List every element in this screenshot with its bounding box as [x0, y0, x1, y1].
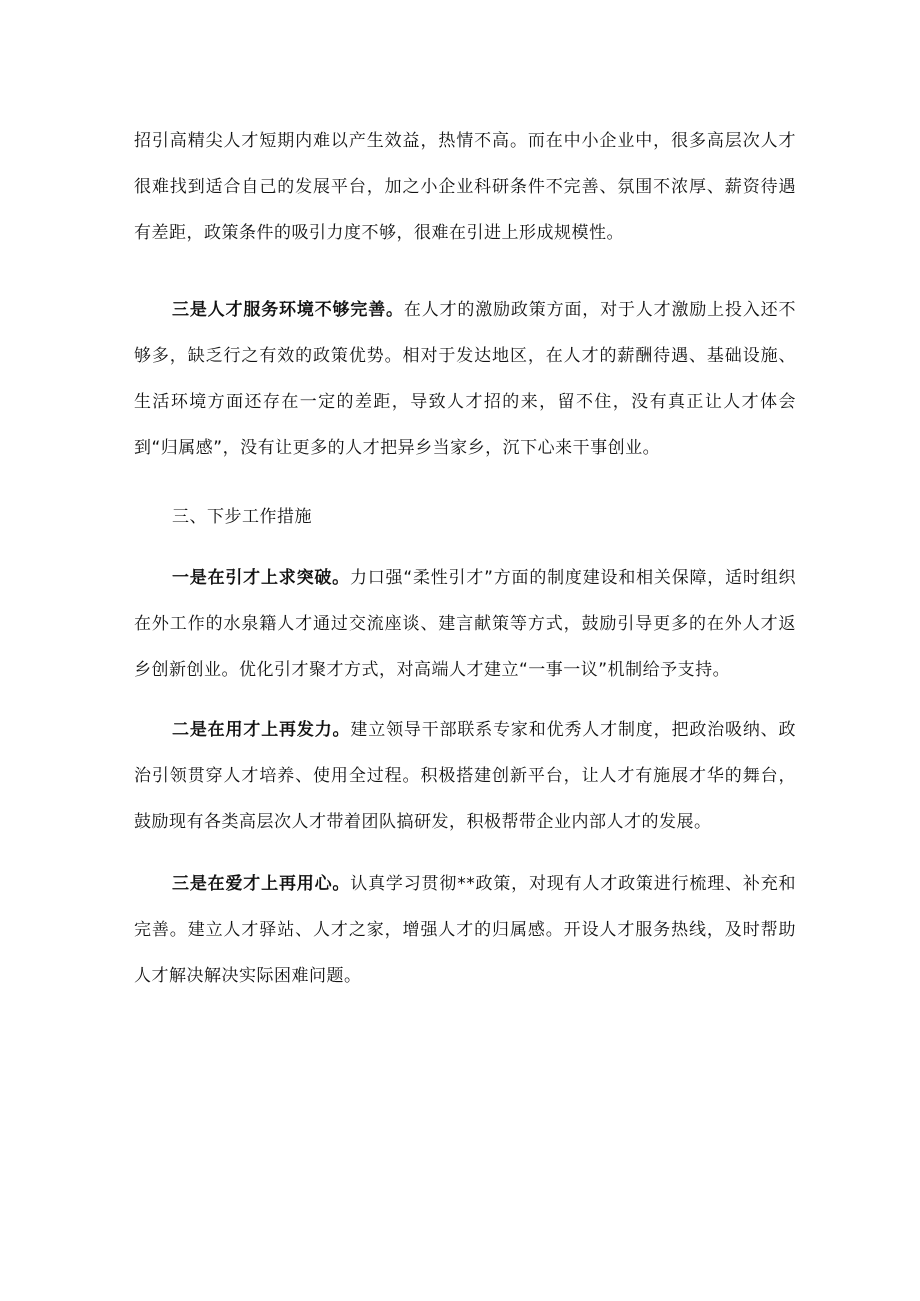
section-heading: 三、下步工作措施 [172, 507, 312, 527]
paragraph-lead: 一是在引才上求突破。 [172, 568, 350, 588]
paragraph-text: 建立领导干部联系专家和优秀人才制度，把政治吸纳、政治引领贯穿人才培养、使用全过程。积极搭建创新平台，让人才有施展才华的舞台，鼓励现有各类高层次人才带着团队搞研发，积极帮带企业内部人才的发展。 [134, 720, 797, 832]
paragraph-talent-care [134, 861, 796, 999]
paragraph-lead: 二是在用才上再发力。 [172, 720, 351, 740]
paragraph-talent-introduction [134, 555, 796, 693]
paragraph-talent-attraction-issues [134, 118, 796, 256]
paragraph-talent-utilization [134, 707, 796, 845]
paragraph-service-environment [134, 287, 796, 471]
paragraph-text: 在人才的激励政策方面，对于人才激励上投入还不够多，缺乏行之有效的政策优势。相对于发达地区，在人才的薪酬待遇、基础设施、生活环境方面还存在一定的差距，导致人才招的来，留不住，没有真正让人才体会到“归属感”，没有让更多的人才把异乡当家乡，沉下心来干事创业。 [134, 300, 797, 458]
paragraph-text: 认真学习贯彻**政策，对现有人才政策进行梳理、补充和完善。建立人才驿站、人才之家，增强人才的归属感。开设人才服务热线，及时帮助人才解决解决实际困难问题。 [134, 874, 797, 986]
paragraph-lead: 三是人才服务环境不够完善。 [172, 300, 404, 320]
paragraph-text: 招引高精尖人才短期内难以产生效益，热情不高。而在中小企业中，很多高层次人才很难找到适合自己的发展平台，加之小企业科研条件不完善、氛围不浓厚、薪资待遇有差距，政策条件的吸引力度不够，很难在引进上形成规模性。 [134, 131, 796, 243]
paragraph-lead: 三是在爱才上再用心。 [172, 874, 351, 894]
paragraph-text: 力口强“柔性引才”方面的制度建设和相关保障，适时组织在外工作的水泉籍人才通过交流座谈、建言献策等方式，鼓励引导更多的在外人才返乡创新创业。优化引才聚才方式，对高端人才建立“一事一议”机制给予支持。 [134, 568, 796, 680]
